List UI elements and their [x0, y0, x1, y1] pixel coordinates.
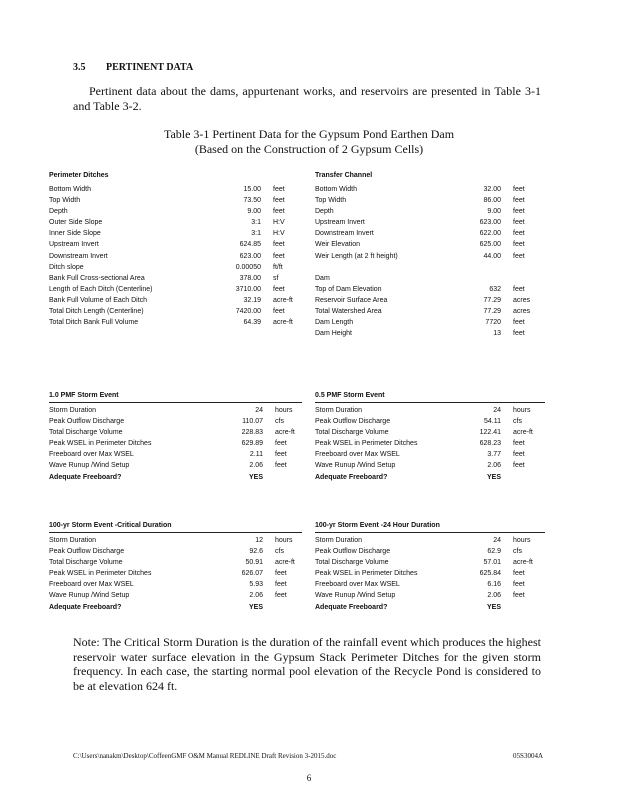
- row-label: Total Discharge Volume: [49, 429, 123, 437]
- row-value: YES: [486, 603, 501, 611]
- row-label: Storm Duration: [315, 537, 363, 544]
- row-value: YES: [486, 473, 501, 481]
- row-unit: feet: [513, 241, 525, 249]
- row-label: Top of Dam Elevation: [315, 285, 382, 293]
- data-row: [315, 590, 545, 601]
- row-label: Wave Runup /Wind Setup: [49, 592, 130, 600]
- data-row: [315, 284, 545, 295]
- row-value: 7420.00: [235, 308, 261, 316]
- data-row: [315, 568, 545, 579]
- data-row: [49, 262, 285, 273]
- row-value: 625.00: [479, 241, 501, 249]
- row-value: 50.91: [245, 559, 263, 567]
- block-title: Perimeter Ditches: [49, 172, 109, 179]
- data-row: [315, 602, 545, 613]
- block-divider: [315, 402, 545, 403]
- row-unit: feet: [513, 451, 525, 459]
- row-unit: cfs: [513, 548, 522, 556]
- row-label: Peak WSEL in Perimeter Ditches: [315, 570, 418, 578]
- row-unit: feet: [273, 197, 285, 205]
- row-value: 623.00: [479, 219, 501, 227]
- row-unit: feet: [513, 462, 525, 470]
- data-row: [49, 251, 285, 262]
- data-row: [49, 438, 302, 449]
- row-value: 24: [493, 407, 501, 414]
- row-unit: acres: [513, 308, 531, 316]
- row-value: 629.89: [241, 440, 263, 448]
- row-unit: feet: [513, 186, 525, 193]
- row-unit: feet: [513, 570, 525, 578]
- data-row: [49, 284, 285, 295]
- page-footer: [73, 752, 543, 760]
- data-row: [315, 579, 545, 590]
- data-row: [49, 405, 302, 416]
- row-label: Reservoir Surface Area: [315, 296, 388, 304]
- block-title: 1.0 PMF Storm Event: [49, 392, 119, 399]
- data-row: [315, 195, 545, 206]
- row-value: 12: [255, 537, 263, 544]
- section-number: 3.5: [73, 62, 86, 73]
- row-label: Upstream Invert: [49, 241, 99, 249]
- data-row: [49, 239, 285, 250]
- row-label: Dam Height: [315, 330, 352, 338]
- intro-paragraph: Pertinent data about the dams, appurtenant works, and reservoirs are presented in Table 3-1 and Table 3-2.: [73, 84, 541, 113]
- block-title: 100-yr Storm Event -Critical Duration: [49, 522, 172, 529]
- row-label: Top Width: [49, 197, 81, 205]
- row-value: 57.01: [483, 559, 501, 567]
- data-row: [315, 206, 545, 217]
- row-label: Peak Outflow Discharge: [315, 548, 391, 556]
- data-row: [315, 239, 545, 250]
- row-unit: feet: [513, 285, 525, 293]
- row-value: 3:1: [251, 219, 261, 227]
- page-number: 6: [306, 773, 312, 783]
- row-value: 378.00: [239, 274, 261, 282]
- row-label: Storm Duration: [315, 407, 363, 414]
- row-unit: cfs: [275, 548, 284, 556]
- row-value: 2.11: [249, 451, 263, 459]
- data-row: [315, 306, 545, 317]
- row-unit: feet: [273, 186, 285, 193]
- row-value: 5.93: [249, 581, 263, 589]
- data-row: [315, 273, 545, 284]
- data-row: [49, 206, 285, 217]
- row-value: 628.23: [479, 440, 501, 448]
- block-title: Transfer Channel: [315, 172, 373, 179]
- data-row: [315, 405, 545, 416]
- row-label: Upstream Invert: [315, 219, 365, 227]
- data-row: [315, 317, 545, 328]
- row-label: Depth: [315, 208, 334, 216]
- data-row: [49, 295, 293, 306]
- row-unit: cfs: [513, 418, 522, 426]
- row-label: Dam: [315, 274, 330, 282]
- row-label: Peak Outflow Discharge: [49, 418, 125, 426]
- row-unit: feet: [273, 241, 285, 249]
- row-label: Bottom Width: [315, 186, 358, 193]
- data-row: [49, 546, 302, 557]
- row-unit: feet: [273, 252, 285, 260]
- row-label: Downstream Invert: [315, 230, 374, 238]
- data-row: [315, 438, 545, 449]
- row-unit: acre-ft: [273, 319, 293, 327]
- block-title: 100-yr Storm Event -24 Hour Duration: [315, 522, 440, 529]
- row-unit: feet: [513, 252, 525, 260]
- row-value: 6.16: [487, 581, 501, 589]
- data-row: [49, 449, 302, 460]
- perimeter-ditches-block: [49, 171, 293, 328]
- data-row: [49, 590, 302, 601]
- data-row: [315, 228, 545, 239]
- row-label: Adequate Freeboard?: [315, 473, 388, 481]
- block-divider: [49, 402, 302, 403]
- row-label: Adequate Freeboard?: [49, 473, 122, 481]
- data-row: [315, 251, 545, 262]
- data-row: [315, 427, 545, 438]
- row-value: 3.77: [487, 451, 501, 459]
- row-label: Total Ditch Bank Full Volume: [49, 319, 139, 327]
- row-label: Adequate Freeboard?: [49, 603, 122, 611]
- row-unit: feet: [513, 581, 525, 589]
- row-label: Freeboard over Max WSEL: [49, 581, 134, 589]
- data-row: [315, 295, 545, 306]
- row-label: Total Ditch Length (Centerline): [49, 308, 144, 316]
- row-value: 2.06: [249, 592, 263, 600]
- row-label: Weir Length (at 2 ft height): [315, 252, 398, 260]
- block-divider: [315, 532, 545, 533]
- row-value: 86.00: [483, 197, 501, 205]
- row-value: 9.00: [487, 208, 501, 216]
- data-row: [315, 262, 545, 273]
- row-unit: acre-ft: [275, 429, 295, 437]
- row-unit: feet: [273, 208, 285, 216]
- row-unit: feet: [275, 592, 287, 600]
- row-value: 9.00: [247, 208, 261, 216]
- data-row: [315, 328, 545, 339]
- row-value: 54.11: [484, 418, 501, 426]
- section-heading: [73, 62, 193, 73]
- row-label: Adequate Freeboard?: [315, 603, 388, 611]
- footer-file-path: C:\Users\nanakm\Desktop\CoffeenGMF O&M Manual REDLINE Draft Revision 3-2015.doc: [73, 752, 337, 760]
- row-unit: feet: [275, 440, 287, 448]
- row-value: 32.19: [243, 296, 261, 304]
- row-unit: acre-ft: [513, 429, 533, 437]
- row-label: Peak Outflow Discharge: [49, 548, 125, 556]
- 100yr-24hr-storm-block: [315, 521, 545, 613]
- row-unit: H:V: [273, 219, 285, 227]
- row-value: 2.06: [249, 462, 263, 470]
- row-unit: feet: [513, 197, 525, 205]
- row-value: 228.83: [241, 429, 263, 437]
- row-value: 13: [493, 330, 501, 338]
- row-unit: acre-ft: [273, 296, 293, 304]
- row-label: Top Width: [315, 197, 347, 205]
- row-label: Freeboard over Max WSEL: [49, 451, 134, 459]
- row-label: Depth: [49, 208, 68, 216]
- row-label: Inner Side Slope: [49, 230, 101, 238]
- row-label: Freeboard over Max WSEL: [315, 451, 400, 459]
- row-unit: feet: [513, 230, 525, 238]
- row-unit: sf: [273, 274, 279, 282]
- data-row: [49, 472, 302, 483]
- row-label: Bank Full Volume of Each Ditch: [49, 296, 148, 304]
- 100yr-critical-storm-block: [49, 521, 302, 613]
- data-row: [315, 546, 545, 557]
- data-row: [315, 449, 545, 460]
- row-unit: feet: [513, 208, 525, 216]
- row-value: 73.50: [243, 197, 261, 205]
- row-label: Dam Length: [315, 319, 354, 327]
- row-value: 122.41: [479, 429, 501, 437]
- row-value: 2.06: [487, 592, 501, 600]
- row-label: Ditch slope: [49, 263, 84, 271]
- row-label: Peak WSEL in Perimeter Ditches: [315, 440, 418, 448]
- row-unit: hours: [275, 407, 293, 414]
- data-row: [49, 195, 285, 206]
- row-unit: hours: [513, 407, 531, 414]
- row-label: Total Discharge Volume: [315, 559, 389, 567]
- data-row: [49, 306, 285, 317]
- row-value: 44.00: [483, 252, 501, 260]
- section-title: PERTINENT DATA: [106, 62, 194, 73]
- row-label: Wave Runup /Wind Setup: [49, 462, 130, 470]
- row-unit: feet: [273, 308, 285, 316]
- row-value: 632: [489, 285, 501, 293]
- row-unit: feet: [513, 219, 525, 227]
- row-value: 77.29: [483, 308, 501, 316]
- row-label: Total Watershed Area: [315, 308, 382, 316]
- row-unit: hours: [513, 537, 531, 544]
- row-value: 7720: [485, 319, 501, 327]
- row-unit: feet: [275, 581, 287, 589]
- row-label: Peak Outflow Discharge: [315, 418, 391, 426]
- row-unit: feet: [275, 462, 287, 470]
- row-value: 623.00: [239, 252, 261, 260]
- data-row: [49, 427, 302, 438]
- row-unit: acres: [513, 296, 531, 304]
- row-label: Storm Duration: [49, 537, 97, 544]
- note-paragraph: Note: The Critical Storm Duration is the duration of the rainfall event which produces the highest reservoir water surface elevation in the Gypsum Stack Perimeter Ditches for the given storm frequency. In each case, the starting normal pool elevation of the Recycle Pond is considered to be at elevation 624 ft.: [73, 635, 541, 693]
- row-label: Total Discharge Volume: [49, 559, 123, 567]
- row-unit: feet: [513, 319, 525, 327]
- row-label: Outer Side Slope: [49, 219, 103, 227]
- data-row: [49, 416, 302, 427]
- row-value: 3710.00: [235, 285, 261, 293]
- data-row: [49, 460, 302, 471]
- data-row: [49, 184, 285, 195]
- data-row: [49, 568, 302, 579]
- data-row: [49, 228, 285, 239]
- table-caption-line1: Table 3-1 Pertinent Data for the Gypsum Pond Earthen Dam: [163, 127, 455, 141]
- row-value: 626.07: [241, 570, 263, 578]
- data-row: [315, 557, 545, 568]
- row-label: Freeboard over Max WSEL: [315, 581, 400, 589]
- row-label: Peak WSEL in Perimeter Ditches: [49, 570, 152, 578]
- data-row: [315, 535, 545, 546]
- row-value: 15.00: [243, 186, 261, 193]
- table-caption-line2: (Based on the Construction of 2 Gypsum Cells): [194, 142, 424, 156]
- footer-doc-code: 05S3004A: [513, 752, 543, 760]
- row-label: Storm Duration: [49, 407, 97, 414]
- data-row: [315, 416, 545, 427]
- row-value: 624.85: [239, 241, 261, 249]
- row-label: Wave Runup /Wind Setup: [315, 462, 396, 470]
- data-row: [49, 557, 302, 568]
- data-row: [315, 184, 545, 195]
- row-unit: feet: [513, 330, 525, 338]
- row-value: 3:1: [251, 230, 261, 238]
- row-label: Bottom Width: [49, 186, 92, 193]
- row-unit: feet: [513, 440, 525, 448]
- row-value: 32.00: [483, 186, 501, 193]
- row-unit: feet: [513, 592, 525, 600]
- row-label: Length of Each Ditch (Centerline): [49, 285, 153, 293]
- data-row: [49, 535, 302, 546]
- row-label: Weir Elevation: [315, 241, 361, 249]
- row-value: 24: [493, 537, 501, 544]
- row-unit: H:V: [273, 230, 285, 238]
- row-label: Total Discharge Volume: [315, 429, 389, 437]
- data-row: [315, 472, 545, 483]
- row-value: 92.6: [249, 548, 263, 556]
- row-value: 622.00: [479, 230, 501, 238]
- row-label: Downstream Invert: [49, 252, 108, 260]
- block-title: 0.5 PMF Storm Event: [315, 392, 385, 399]
- row-unit: acre-ft: [275, 559, 295, 567]
- row-value: YES: [248, 603, 263, 611]
- row-value: 64.39: [243, 319, 261, 327]
- data-row: [49, 217, 285, 228]
- row-unit: feet: [273, 285, 285, 293]
- row-value: 110.07: [242, 418, 263, 426]
- row-value: 0.00050: [235, 263, 261, 271]
- row-unit: cfs: [275, 418, 284, 426]
- row-label: Wave Runup /Wind Setup: [315, 592, 396, 600]
- row-value: 24: [255, 407, 263, 414]
- data-row: [49, 602, 302, 613]
- transfer-channel-block: [315, 171, 545, 339]
- row-value: YES: [248, 473, 263, 481]
- row-value: 2.06: [487, 462, 501, 470]
- pmf-1-storm-block: [49, 391, 302, 483]
- row-label: Peak WSEL in Perimeter Ditches: [49, 440, 152, 448]
- pmf-05-storm-block: [315, 391, 545, 483]
- row-value: 77.29: [483, 296, 501, 304]
- row-value: 625.84: [479, 570, 501, 578]
- row-unit: hours: [275, 537, 293, 544]
- block-divider: [49, 532, 302, 533]
- row-unit: ft/ft: [273, 263, 283, 271]
- row-unit: acre-ft: [513, 559, 533, 567]
- row-label: Bank Full Cross-sectional Area: [49, 274, 145, 282]
- data-row: [49, 273, 285, 284]
- data-row: [49, 317, 293, 328]
- row-value: 62.9: [487, 548, 501, 556]
- row-unit: feet: [275, 451, 287, 459]
- data-row: [315, 217, 545, 228]
- row-unit: feet: [275, 570, 287, 578]
- data-row: [315, 460, 545, 471]
- data-row: [49, 579, 302, 590]
